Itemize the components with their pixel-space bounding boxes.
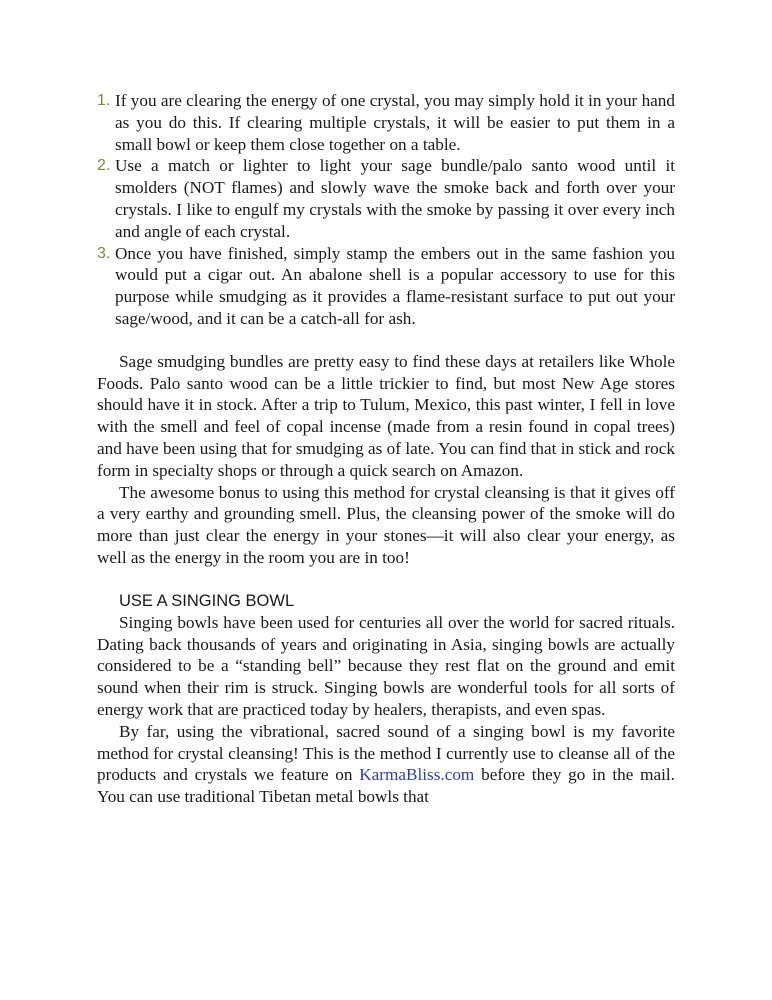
list-item-text: If you are clearing the energy of one crystal, you may simply hold it in your hand as you do this. If clearing multiple crystals, it will be easier to put them in a small bowl or keep them close together on a table. (115, 91, 675, 154)
list-item-text: Use a match or lighter to light your sage bundle/palo santo wood until it smolders (NOT flames) and slowly wave the smoke back and forth over your crystals. I like to engulf my crystals with the smoke by passing it over every inch and angle of each crystal. (115, 156, 675, 241)
list-item (97, 155, 675, 242)
body-paragraph: Singing bowls have been used for centuries all over the world for sacred rituals. Dating back thousands of years and originating in Asia, singing bowls are actually considered to be a “standing bell” because they rest flat on the ground and emit sound when their rim is struck. Singing bowls are wonderful tools for all sorts of energy work that are practiced today by healers, therapists, and even spas. (97, 612, 675, 719)
list-item (97, 90, 675, 155)
list-item (97, 243, 675, 330)
list-number: 2. (97, 157, 111, 175)
karmabliss-link[interactable]: KarmaBliss.com (359, 765, 475, 785)
body-paragraph (97, 721, 675, 808)
smudging-steps-list (97, 90, 675, 330)
document-page (97, 90, 675, 808)
body-paragraph: Sage smudging bundles are pretty easy to find these days at retailers like Whole Foods. Palo santo wood can be a little trickier to find, but most New Age stores should have it in stock. After a trip to Tulum, Mexico, this past winter, I fell in love with the smell and feel of copal incense (made from a resin found in copal trees) and have been using that for smudging as of late. You can find that in stick and rock form in specialty shops or through a quick search on Amazon. (97, 351, 675, 480)
list-number: 1. (97, 92, 111, 109)
paragraph-text: before they go in the mail. You can use traditional Tibetan metal bowls that (97, 765, 675, 807)
smudging-paragraphs (97, 351, 675, 569)
paragraph-text: By far, using the vibrational, sacred sound of a singing bowl is my favorite method for crystal cleansing! This is the method I currently use to cleanse all of the products and crystals we feature on (97, 721, 675, 785)
section-heading: USE A SINGING BOWL (119, 591, 295, 610)
list-item-text: Once you have finished, simply stamp the embers out in the same fashion you would put a cigar out. An abalone shell is a popular accessory to use for this purpose while smudging as it provides a flame-resistant surface to put out your sage/wood, and it can be a catch-all for ash. (115, 243, 675, 328)
list-number: 3. (97, 244, 111, 262)
body-paragraph: The awesome bonus to using this method for crystal cleansing is that it gives off a very earthy and grounding smell. Plus, the cleansing power of the smoke will do more than just clear the energy in your stones—it will also clear your energy, as well as the energy in the room you are in too! (97, 482, 675, 567)
